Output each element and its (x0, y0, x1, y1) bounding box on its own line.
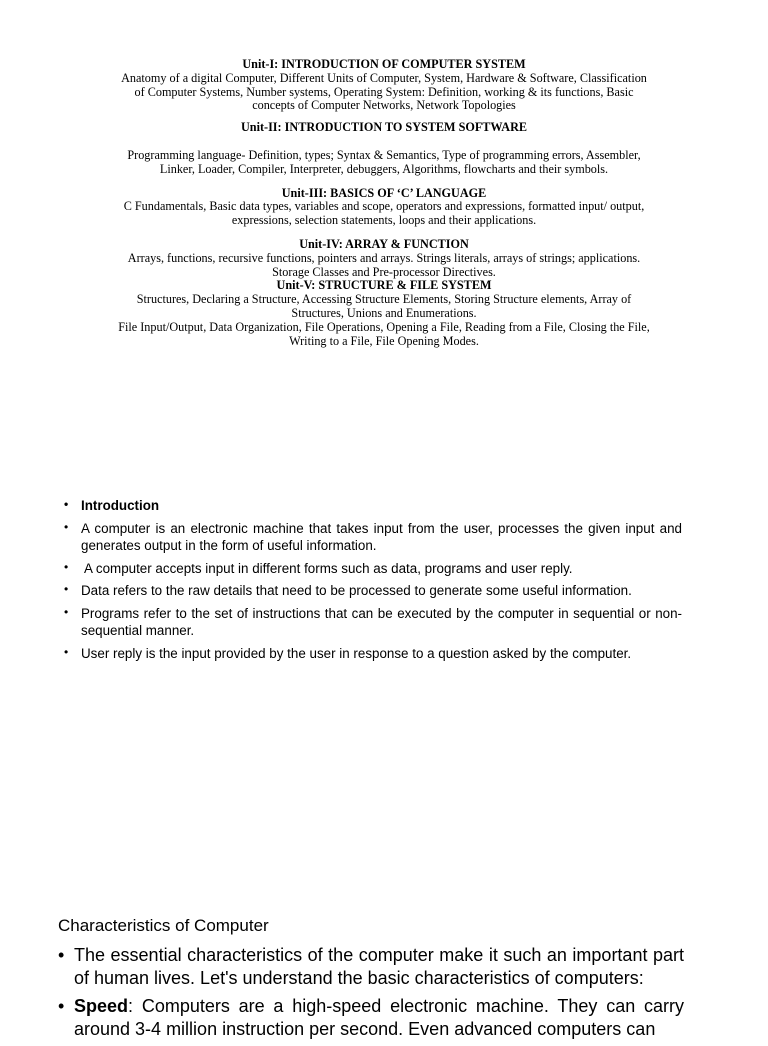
list-item-text: The essential characteristics of the computer make it such an important part of human lives. Let's understand the basic characteristics of computers: (74, 945, 684, 988)
list-item-text: Data refers to the raw details that need to be processed to generate some useful information. (81, 583, 632, 598)
unit5-line4: Writing to a File, File Opening Modes. (289, 333, 479, 348)
unit4-line2: Storage Classes and Pre-processor Directives. (272, 264, 496, 279)
unit4-title: Unit-IV: ARRAY & FUNCTION (299, 236, 469, 251)
bullet-icon: • (58, 996, 65, 1016)
unit3-line2: expressions, selection statements, loops and their applications. (231, 213, 537, 228)
unit5-title: Unit-V: STRUCTURE & FILE SYSTEM (276, 278, 492, 293)
list-item (60, 497, 682, 515)
bullet-icon: • (64, 644, 69, 659)
bullet-icon: • (58, 945, 65, 965)
bullet-icon: • (64, 604, 69, 619)
unit2-line1: Programming language- Definition, types; Syntax & Semantics, Type of programming errors, Assembler, (127, 147, 641, 162)
unit1-title: Unit-I: INTRODUCTION OF COMPUTER SYSTEM (242, 57, 526, 71)
unit5-line2: Structures, Unions and Enumerations. (291, 305, 477, 320)
list-item-text: A computer is an electronic machine that takes input from the user, processes the given input and generates output in the form of useful information. (81, 520, 682, 553)
bullet-icon: • (64, 559, 69, 574)
list-item (60, 520, 682, 555)
list-item-text: Introduction (81, 498, 160, 513)
speed-description: : Computers are a high-speed electronic machine. They can carry around 3-4 million instruction per second. Even advanced computers can (74, 996, 684, 1039)
speed-term: Speed (74, 996, 129, 1016)
unit5-line1: Structures, Declaring a Structure, Accessing Structure Elements, Storing Structure elements, Array of (136, 292, 632, 307)
introduction-list (60, 497, 682, 662)
bullet-icon: • (64, 519, 69, 534)
unit4-line1: Arrays, functions, recursive functions, pointers and arrays. Strings literals, arrays of strings; applications. (127, 250, 641, 265)
bullet-icon: • (64, 497, 69, 511)
list-item (58, 944, 684, 989)
unit1-line1: Anatomy of a digital Computer, Different Units of Computer, System, Hardware & Software, Classification (121, 70, 647, 85)
characteristics-section (58, 914, 684, 1046)
bullet-icon: • (64, 582, 69, 596)
list-item-text: A computer accepts input in different forms such as data, programs and user reply. (81, 560, 573, 576)
unit2-title: Unit-II: INTRODUCTION TO SYSTEM SOFTWARE (240, 120, 527, 135)
list-item (60, 582, 682, 600)
list-item (60, 560, 682, 578)
unit3-title: Unit-III: BASICS OF ‘C’ LANGUAGE (281, 185, 487, 200)
characteristics-heading: Characteristics of Computer (58, 916, 269, 935)
unit5-line3: File Input/Output, Data Organization, File Operations, Opening a File, Reading from a File, Closing the File, (118, 319, 650, 334)
unit2-line2: Linker, Loader, Compiler, Interpreter, debuggers, Algorithms, flowcharts and their symbols. (159, 161, 609, 176)
list-item (58, 995, 684, 1040)
list-item-text: Programs refer to the set of instructions that can be executed by the computer in sequential or non-sequential manner. (81, 605, 682, 638)
list-item (60, 645, 682, 663)
unit1-line3: concepts of Computer Networks, Network Topologies (252, 98, 516, 113)
characteristics-list (58, 944, 684, 1040)
syllabus-section (100, 58, 668, 348)
list-item (60, 605, 682, 640)
unit1-line2: of Computer Systems, Number systems, Operating System: Definition, working & its functions, Basic (134, 84, 634, 99)
list-item-text: User reply is the input provided by the user in response to a question asked by the computer. (81, 645, 632, 661)
unit3-line1: C Fundamentals, Basic data types, variables and scope, operators and expressions, formatted input/ output, (123, 199, 645, 214)
introduction-section (60, 497, 682, 667)
